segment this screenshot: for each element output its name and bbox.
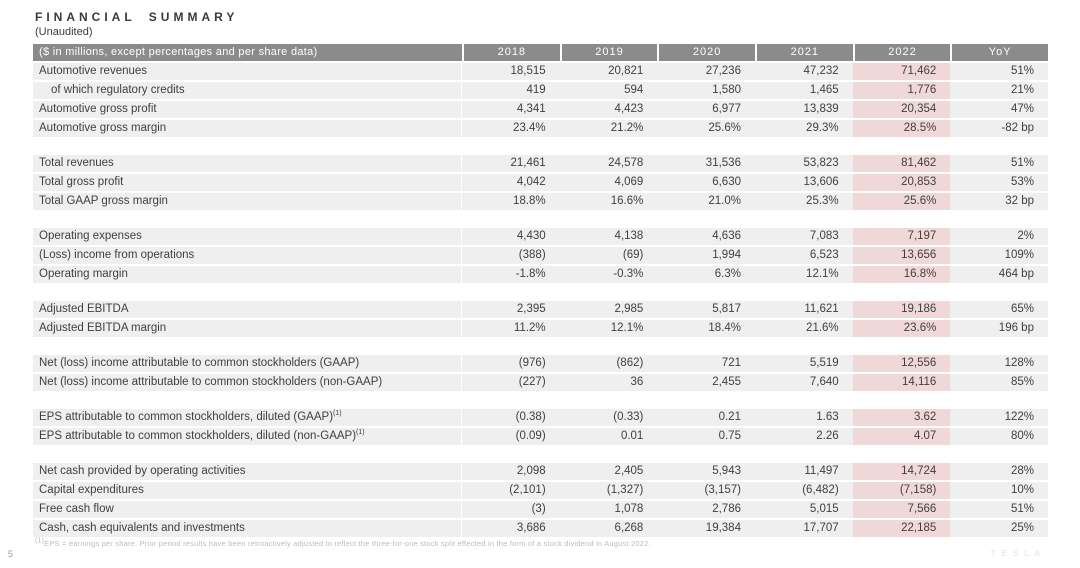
cell-2021: 25.3%: [755, 193, 853, 211]
page-number: 5: [8, 549, 14, 559]
table-section: [33, 463, 1048, 538]
cell-2022: 7,197: [853, 228, 951, 246]
cell-2019: 12.1%: [560, 320, 658, 338]
row-label: Adjusted EBITDA: [33, 301, 462, 319]
cell-2020: 1,994: [657, 247, 755, 265]
row-label: of which regulatory credits: [33, 82, 462, 100]
table-row: [33, 228, 1048, 246]
cell-2021: 6,523: [755, 247, 853, 265]
cell-2018: (227): [462, 374, 560, 392]
cell-2018: (388): [462, 247, 560, 265]
table-row: [33, 82, 1048, 100]
row-label: Adjusted EBITDA margin: [33, 320, 462, 338]
cell-yoy: 10%: [950, 482, 1048, 500]
cell-yoy: 25%: [950, 520, 1048, 538]
cell-2018: 3,686: [462, 520, 560, 538]
table-row: [33, 174, 1048, 192]
cell-yoy: 32 bp: [950, 193, 1048, 211]
cell-2020: 19,384: [657, 520, 755, 538]
cell-yoy: 80%: [950, 428, 1048, 446]
table-section: [33, 63, 1048, 138]
cell-2018: 4,430: [462, 228, 560, 246]
cell-2022: 28.5%: [853, 120, 951, 138]
cell-2022: 3.62: [853, 409, 951, 427]
table-header-label: ($ in millions, except percentages and per share data): [39, 46, 318, 58]
column-header-yoy: YoY: [950, 44, 1048, 61]
cell-2021: 29.3%: [755, 120, 853, 138]
cell-2019: 24,578: [560, 155, 658, 173]
cell-2020: 2,455: [657, 374, 755, 392]
cell-2019: 594: [560, 82, 658, 100]
row-label: Automotive gross profit: [33, 101, 462, 119]
cell-2021: 21.6%: [755, 320, 853, 338]
cell-2018: -1.8%: [462, 266, 560, 284]
cell-2020: 5,943: [657, 463, 755, 481]
cell-yoy: 128%: [950, 355, 1048, 373]
cell-2022: 23.6%: [853, 320, 951, 338]
table-row: [33, 355, 1048, 373]
cell-2020: 0.75: [657, 428, 755, 446]
cell-yoy: 109%: [950, 247, 1048, 265]
cell-2018: 18,515: [462, 63, 560, 81]
cell-2019: 2,405: [560, 463, 658, 481]
cell-yoy: 51%: [950, 63, 1048, 81]
table-section: [33, 228, 1048, 284]
table-row: [33, 520, 1048, 538]
cell-2019: 6,268: [560, 520, 658, 538]
cell-2020: 4,636: [657, 228, 755, 246]
cell-2019: 36: [560, 374, 658, 392]
cell-yoy: 21%: [950, 82, 1048, 100]
row-label: Operating expenses: [33, 228, 462, 246]
cell-2022: 19,186: [853, 301, 951, 319]
cell-2022: 12,556: [853, 355, 951, 373]
cell-2019: 1,078: [560, 501, 658, 519]
cell-2019: 2,985: [560, 301, 658, 319]
row-label: Total GAAP gross margin: [33, 193, 462, 211]
cell-2022: 20,853: [853, 174, 951, 192]
cell-2020: 27,236: [657, 63, 755, 81]
cell-2018: (2,101): [462, 482, 560, 500]
cell-2019: (69): [560, 247, 658, 265]
table-row: [33, 193, 1048, 211]
cell-2018: 4,042: [462, 174, 560, 192]
table-row: [33, 120, 1048, 138]
cell-yoy: 53%: [950, 174, 1048, 192]
cell-2020: 5,817: [657, 301, 755, 319]
cell-2019: 0.01: [560, 428, 658, 446]
cell-2018: 18.8%: [462, 193, 560, 211]
cell-2020: 0.21: [657, 409, 755, 427]
row-label: Cash, cash equivalents and investments: [33, 520, 462, 538]
cell-2018: (976): [462, 355, 560, 373]
table-row: [33, 501, 1048, 519]
cell-2018: 2,098: [462, 463, 560, 481]
cell-2021: 47,232: [755, 63, 853, 81]
table-row: [33, 428, 1048, 446]
cell-2018: 11.2%: [462, 320, 560, 338]
cell-2022: 25.6%: [853, 193, 951, 211]
cell-2022: 14,116: [853, 374, 951, 392]
cell-2022: 4.07: [853, 428, 951, 446]
cell-2020: (3,157): [657, 482, 755, 500]
table-row: [33, 63, 1048, 81]
financial-summary-table: [33, 44, 1048, 537]
column-header-2022: 2022: [853, 44, 951, 61]
cell-2020: 6,630: [657, 174, 755, 192]
cell-2022: 13,656: [853, 247, 951, 265]
cell-2020: 6,977: [657, 101, 755, 119]
cell-2020: 18.4%: [657, 320, 755, 338]
row-label: Net cash provided by operating activities: [33, 463, 462, 481]
cell-yoy: 47%: [950, 101, 1048, 119]
cell-2019: 20,821: [560, 63, 658, 81]
cell-2022: 71,462: [853, 63, 951, 81]
cell-2019: (1,327): [560, 482, 658, 500]
cell-2021: 1.63: [755, 409, 853, 427]
footnote-marker: (1): [35, 537, 45, 545]
cell-yoy: 196 bp: [950, 320, 1048, 338]
cell-2022: (7,158): [853, 482, 951, 500]
cell-2018: 2,395: [462, 301, 560, 319]
cell-2019: (0.33): [560, 409, 658, 427]
cell-2021: 17,707: [755, 520, 853, 538]
cell-yoy: 28%: [950, 463, 1048, 481]
cell-2019: -0.3%: [560, 266, 658, 284]
cell-2022: 20,354: [853, 101, 951, 119]
table-row: [33, 320, 1048, 338]
column-header-2021: 2021: [755, 44, 853, 61]
cell-2022: 7,566: [853, 501, 951, 519]
cell-2021: 11,497: [755, 463, 853, 481]
table-row: [33, 482, 1048, 500]
cell-yoy: 85%: [950, 374, 1048, 392]
row-label: Total gross profit: [33, 174, 462, 192]
footnote-ref: (1): [333, 409, 342, 417]
cell-yoy: 2%: [950, 228, 1048, 246]
row-label: Automotive revenues: [33, 63, 462, 81]
row-label: Capital expenditures: [33, 482, 462, 500]
table-row: [33, 101, 1048, 119]
cell-2019: 4,138: [560, 228, 658, 246]
cell-2021: 7,083: [755, 228, 853, 246]
cell-2022: 81,462: [853, 155, 951, 173]
footnote-text: EPS = earnings per share. Prior period results have been retroactively adjusted to reflect the three-for-one stock split effected in the form of a stock dividend in August 2022.: [44, 539, 651, 548]
cell-2020: 1,580: [657, 82, 755, 100]
row-label: EPS attributable to common stockholders, diluted (non-GAAP)$^{(1)}$: [33, 428, 462, 446]
cell-2021: 5,519: [755, 355, 853, 373]
cell-2021: 13,606: [755, 174, 853, 192]
cell-2020: 6.3%: [657, 266, 755, 284]
cell-2018: 21,461: [462, 155, 560, 173]
cell-yoy: 51%: [950, 501, 1048, 519]
table-row: [33, 266, 1048, 284]
cell-yoy: 65%: [950, 301, 1048, 319]
cell-2021: 12.1%: [755, 266, 853, 284]
cell-yoy: 51%: [950, 155, 1048, 173]
table-body: [33, 63, 1048, 538]
table-row: [33, 463, 1048, 481]
cell-2021: (6,482): [755, 482, 853, 500]
cell-2020: 25.6%: [657, 120, 755, 138]
cell-2021: 7,640: [755, 374, 853, 392]
cell-2020: 2,786: [657, 501, 755, 519]
row-label: Free cash flow: [33, 501, 462, 519]
page-title: FINANCIAL SUMMARY: [35, 10, 239, 24]
tesla-wordmark: TESLA: [990, 549, 1046, 558]
table-section: [33, 355, 1048, 392]
cell-2018: (0.09): [462, 428, 560, 446]
cell-2022: 14,724: [853, 463, 951, 481]
table-section: [33, 301, 1048, 338]
row-label: Net (loss) income attributable to common stockholders (non-GAAP): [33, 374, 462, 392]
table-row: [33, 155, 1048, 173]
row-label: Operating margin: [33, 266, 462, 284]
cell-2019: 4,423: [560, 101, 658, 119]
table-row: [33, 247, 1048, 265]
cell-2019: 4,069: [560, 174, 658, 192]
cell-2018: 419: [462, 82, 560, 100]
page-subtitle: (Unaudited): [35, 26, 93, 38]
cell-yoy: -82 bp: [950, 120, 1048, 138]
cell-2018: (0.38): [462, 409, 560, 427]
cell-2020: 21.0%: [657, 193, 755, 211]
row-label: (Loss) income from operations: [33, 247, 462, 265]
cell-2019: 21.2%: [560, 120, 658, 138]
column-header-2019: 2019: [560, 44, 658, 61]
row-label: Total revenues: [33, 155, 462, 173]
cell-2022: 1,776: [853, 82, 951, 100]
column-header-2018: 2018: [462, 44, 560, 61]
cell-2022: 16.8%: [853, 266, 951, 284]
table-row: [33, 301, 1048, 319]
cell-2021: 53,823: [755, 155, 853, 173]
row-label: Net (loss) income attributable to common stockholders (GAAP): [33, 355, 462, 373]
footnote-ref: (1): [356, 428, 365, 436]
cell-2018: 23.4%: [462, 120, 560, 138]
table-section: [33, 409, 1048, 446]
cell-2021: 5,015: [755, 501, 853, 519]
cell-2021: 2.26: [755, 428, 853, 446]
cell-2022: 22,185: [853, 520, 951, 538]
table-row: [33, 374, 1048, 392]
row-label: EPS attributable to common stockholders, diluted (GAAP)$^{(1)}$: [33, 409, 462, 427]
cell-2021: 13,839: [755, 101, 853, 119]
cell-2020: 721: [657, 355, 755, 373]
cell-2018: (3): [462, 501, 560, 519]
cell-yoy: 464 bp: [950, 266, 1048, 284]
column-header-2020: 2020: [657, 44, 755, 61]
row-label: Automotive gross margin: [33, 120, 462, 138]
cell-yoy: 122%: [950, 409, 1048, 427]
cell-2019: 16.6%: [560, 193, 658, 211]
cell-2021: 11,621: [755, 301, 853, 319]
table-header-row: [33, 44, 1048, 61]
cell-2019: (862): [560, 355, 658, 373]
cell-2018: 4,341: [462, 101, 560, 119]
table-row: [33, 409, 1048, 427]
footnote: [35, 539, 651, 548]
table-section: [33, 155, 1048, 211]
cell-2020: 31,536: [657, 155, 755, 173]
cell-2021: 1,465: [755, 82, 853, 100]
